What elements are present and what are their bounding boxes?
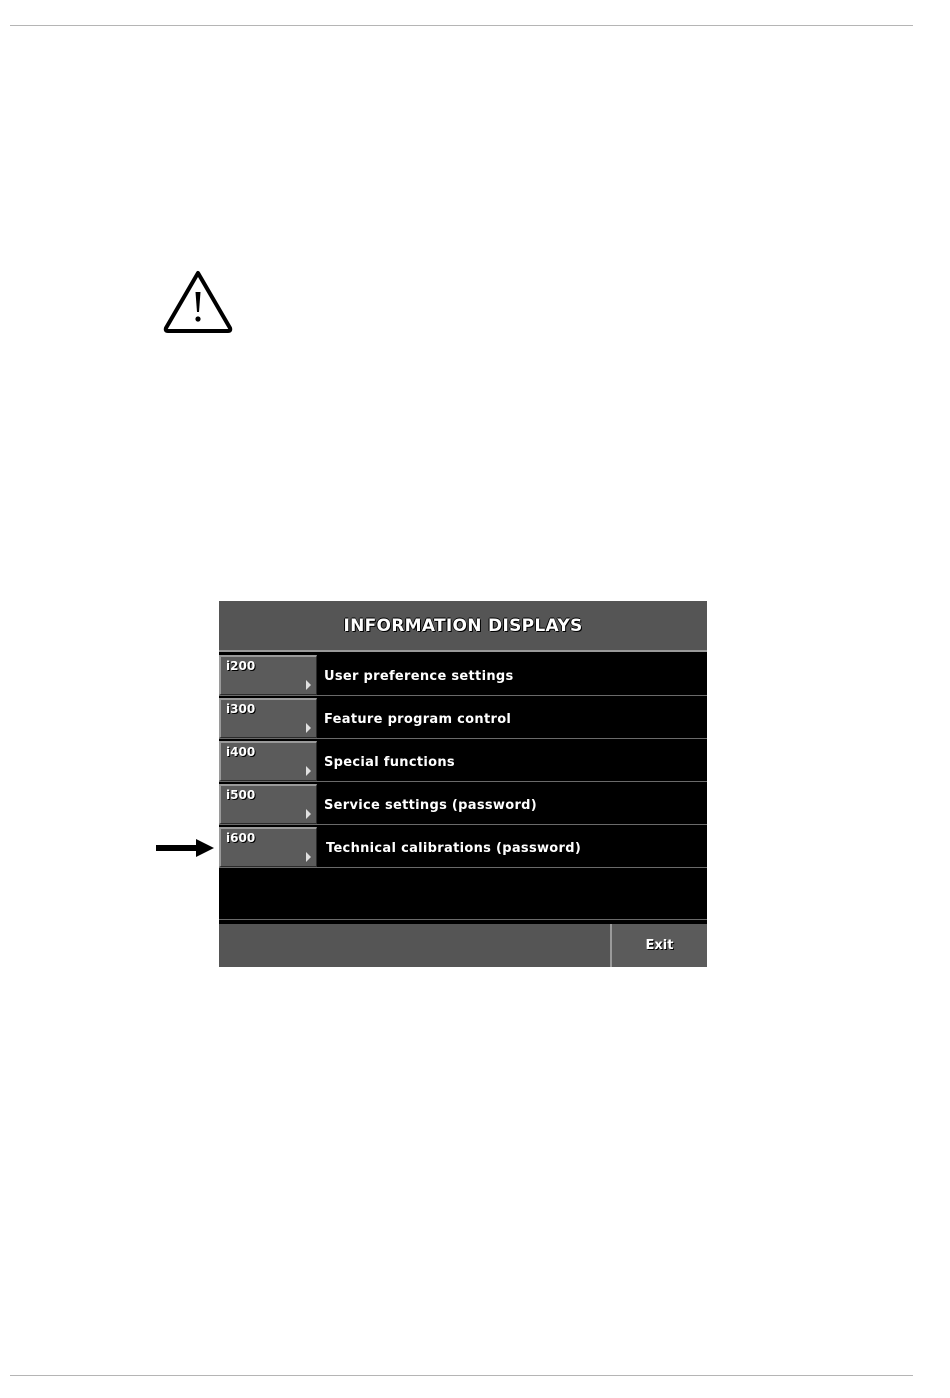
menu-row-i200[interactable] [219,654,707,696]
menu-row-i400[interactable] [219,740,707,782]
chevron-right-icon [306,852,311,862]
menu-code: i200 [226,659,256,673]
warning-icon [162,268,234,334]
bottom-rule [10,1375,913,1376]
code-button-i400[interactable] [219,741,317,781]
arrow-right-icon [156,838,214,858]
footer-divider [219,919,707,920]
code-button-i500[interactable] [219,784,317,824]
chevron-right-icon [306,680,311,690]
chevron-right-icon [306,723,311,733]
menu-label: Special functions [324,755,455,770]
menu-label: Feature program control [324,712,512,727]
code-button-i300[interactable] [219,698,317,738]
chevron-right-icon [306,766,311,776]
code-button-i600[interactable] [219,827,317,867]
chevron-right-icon [306,809,311,819]
header-divider [219,650,707,652]
menu-code: i600 [226,831,256,845]
exit-button[interactable]: Exit [610,924,707,967]
menu-label: Service settings (password) [324,798,538,813]
panel-footer [219,924,707,967]
menu-row-i600[interactable] [219,826,707,868]
menu-label: Technical calibrations (password) [326,841,582,856]
menu-row-i500[interactable] [219,783,707,825]
menu-row-i300[interactable] [219,697,707,739]
menu-code: i300 [226,702,256,716]
top-rule [10,25,913,26]
panel-title: INFORMATION DISPLAYS [219,601,707,650]
menu-code: i500 [226,788,256,802]
menu-label: User preference settings [324,669,514,684]
menu-code: i400 [226,745,256,759]
code-button-i200[interactable] [219,655,317,695]
information-displays-panel [219,601,707,967]
